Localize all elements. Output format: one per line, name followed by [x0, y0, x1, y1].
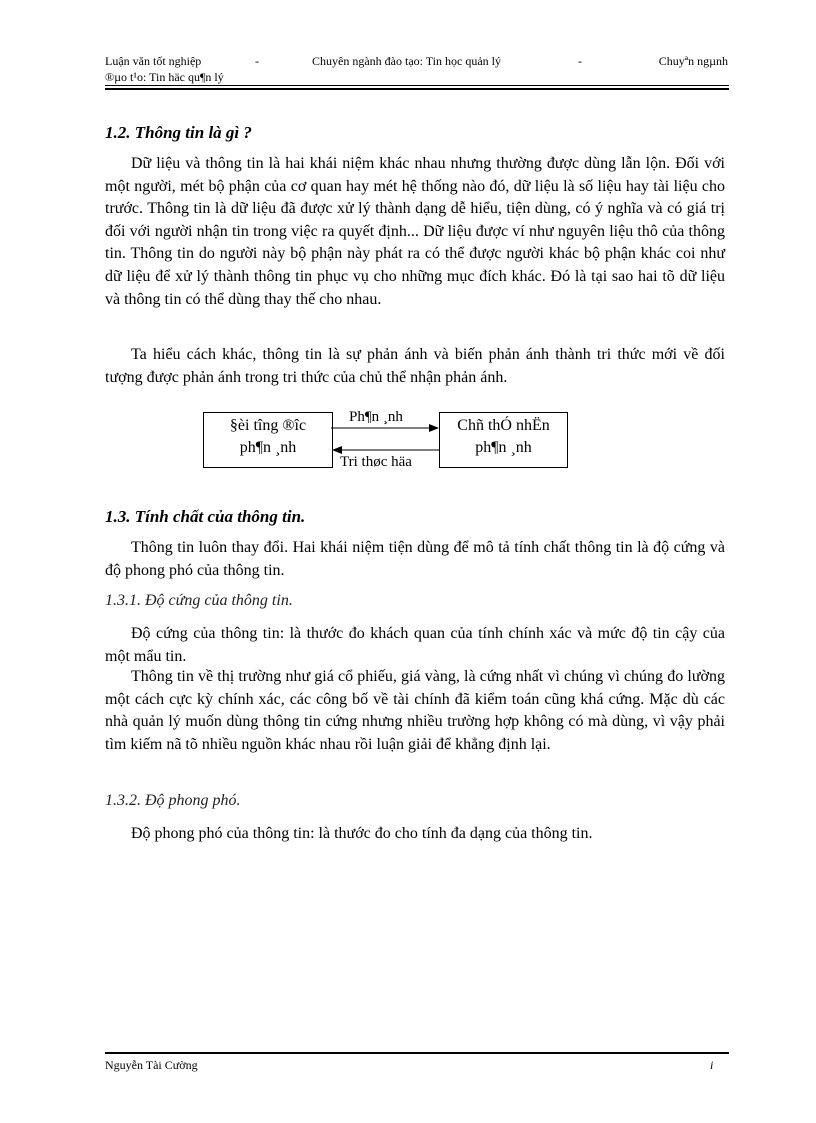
footer-page-number: i: [710, 1058, 714, 1072]
paragraph-text: Độ phong phó của thông tin: là thước đo cho tính đa dạng của thông tin.: [131, 825, 593, 842]
diagram-box-object: [203, 412, 333, 468]
header-center: Chuyên ngành đào tạo: Tin học quản lý: [312, 54, 501, 68]
paragraph: [105, 623, 725, 668]
paragraph: [105, 344, 725, 389]
header-left-line2: ®µo t¹o: Tin häc qu¶n lý: [105, 70, 224, 84]
header-right: Chuyªn ngµnh: [658, 54, 728, 68]
header-separator: -: [578, 54, 582, 68]
diagram-box-subject: [439, 412, 568, 468]
footer-author: Nguyễn Tài Cường: [105, 1058, 198, 1072]
paragraph-text: Độ cứng của thông tin: là thước đo khách quan của tính chính xác và mức độ tin cậy của một mẩu tin.: [105, 625, 725, 665]
arrow-left-head: [332, 446, 342, 454]
paragraph: [105, 153, 725, 311]
section-title: 1.2. Thông tin là gì ?: [105, 123, 252, 142]
paragraph-text: Thông tin luôn thay đổi. Hai khái niệm tiện dùng để mô tả tính chất thông tin là độ cứng và độ phong phó của thông tin.: [105, 539, 725, 579]
paragraph-text: Ta hiểu cách khác, thông tin là sự phản ánh và biến phản ánh thành tri thức mới về đối tượng được phản ánh trong tri thức của chủ thể nhận phản ánh.: [105, 346, 725, 386]
header-left-line1: Luận văn tốt nghiệp: [105, 54, 202, 68]
paragraph: [105, 537, 725, 582]
subsection-title: 1.3.2. Độ phong phó.: [105, 792, 241, 809]
diagram-box-text: ph¶n ¸nh: [239, 439, 297, 456]
paragraph-text: Dữ liệu và thông tin là hai khái niệm khác nhau nhưng thường được dùng lẫn lộn. Đối với một người, mét bộ phận của cơ quan hay mét hệ thống nào đó, dữ liệu là số liệu hay tài liệu cho trước. Thông tin là dữ liệu đã được xử lý thành dạng dễ hiểu, tiện dùng, có ý nghĩa và có giá trị đối với người nhận tin trong việc ra quyết định... Dữ liệu được ví như nguyên liệu thô của thông tin. Thông tin do người này bộ phận này phát ra có thể được người khác bộ phận khác coi như dữ liệu để xử lý thành thông tin phục vụ cho những mục đích khác. Đó là tại sao hai tõ dữ liệu và thông tin có thể dùng thay thế cho nhau.: [105, 155, 725, 308]
arrow-label-top: Ph¶n ¸nh: [349, 409, 403, 425]
footer-rule: [105, 1052, 729, 1054]
section-title: 1.3. Tính chất của thông tin.: [105, 507, 306, 526]
header-separator: -: [255, 54, 259, 68]
paragraph: [105, 666, 725, 756]
diagram-box-text: ph¶n ¸nh: [475, 439, 532, 456]
arrow-right-head: [429, 424, 439, 432]
paragraph-text: Thông tin về thị trường như giá cổ phiếu, giá vàng, là cứng nhất vì chúng vì chúng đo lường một cách cực kỳ chính xác, các công bố về tài chính đã kiểm toán cũng khá cứng. Mặc dù các nhà quản lý muốn dùng thông tin cứng nhưng nhiều trường hợp không có mà dùng, vì vậy phải tìm kiếm nã tõ nhiều nguồn khác nhau rồi luận giải để khẳng định lại.: [105, 668, 725, 753]
diagram-box-text: §èi tîng ®îc: [229, 417, 307, 434]
arrow-label-bottom: Tri thøc häa: [340, 454, 412, 470]
header-rule: [105, 88, 729, 90]
subsection-title: 1.3.1. Độ cứng của thông tin.: [105, 592, 293, 609]
paragraph: [105, 823, 725, 846]
diagram-box-text: Chñ thÓ nhËn: [457, 417, 550, 434]
header-rule: [105, 85, 729, 86]
